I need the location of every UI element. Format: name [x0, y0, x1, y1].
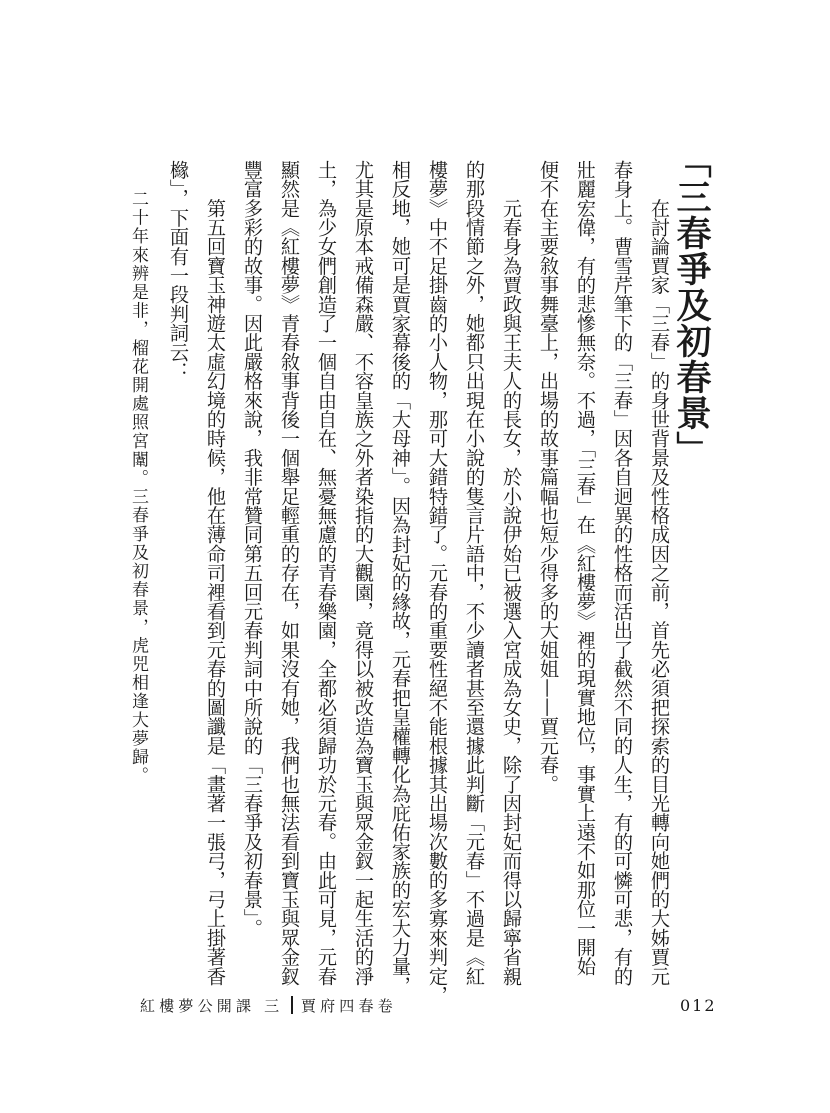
footer-divider [291, 996, 293, 1014]
body-column: 元春身為賈政與王夫人的長女，於小說伊始已被選入宮成為女史，除了因封妃而得以歸寧省親 [500, 160, 523, 986]
body-column: 豐富多彩的故事。因此嚴格來說，我非常贊同第五回元春判詞中所說的「三春爭及初春景」。 [241, 160, 264, 938]
body-column: 壯麗宏偉，有的悲慘無奈。不過，「三春」在《紅樓夢》裡的現實地位，事實上遠不如那位一開始 [574, 160, 597, 976]
book-title: 紅樓夢公開課 三 [140, 997, 284, 1015]
body-column: 樓夢》中不足掛齒的小人物，那可大錯特錯了。元春的重要性絕不能根據其出場次數的多寡來判定， [426, 160, 449, 1005]
page-number: 012 [680, 996, 717, 1015]
body-column: 相反地，她可是賈家幕後的「大母神」。因為封妃的緣故，元春把皇權轉化為庇佑家族的宏大力量， [389, 160, 412, 996]
body-column: 尤其是原本戒備森嚴、不容皇族之外者染指的大觀園，竟得以被改造為寶玉與眾金釵一起生活的淨 [352, 160, 375, 986]
body-column: 土，為少女們創造了一個自由自在、無憂無慮的青春樂園，全都必須歸功於元春。由此可見，元春 [315, 160, 338, 986]
body-column: 在討論賈家「三春」的身世背景及性格成因之前，首先必須把探索的目光轉向她們的大姊賈元 [648, 160, 671, 986]
chapter-title: 賈府四春卷 [300, 997, 397, 1015]
body-text [167, 160, 678, 1005]
running-footer [140, 996, 397, 1016]
body-column: 櫞」，下面有一段判詞云： [167, 160, 190, 381]
section-title: 「三春爭及初春景」 [671, 143, 712, 467]
body-column: 的那段情節之外，她都只出現在小說的隻言片語中，不少讀者甚至還據此判斷「元春」不過是《紅 [463, 160, 486, 986]
body-column: 顯然是《紅樓夢》青春敘事背後一個舉足輕重的存在，如果沒有她，我們也無法看到寶玉與眾金釵 [278, 160, 301, 986]
poem-verse: 二十年來辨是非，榴花開處照宮闈。三春爭及初春景，虎兕相逢大夢歸。 [128, 190, 148, 786]
body-column: 第五回寶玉神遊太虛幻境的時候，他在薄命司裡看到元春的圖讖是「畫著一張弓，弓上掛著香 [204, 160, 227, 986]
body-column: 春身上。曹雪芹筆下的「三春」因各自迥異的性格而活出了截然不同的人生，有的可憐可悲，有的 [611, 160, 634, 986]
body-column: 便不在主要敘事舞臺上，出場的故事篇幅也短少得多的大姐姐——賈元春。 [537, 160, 560, 794]
